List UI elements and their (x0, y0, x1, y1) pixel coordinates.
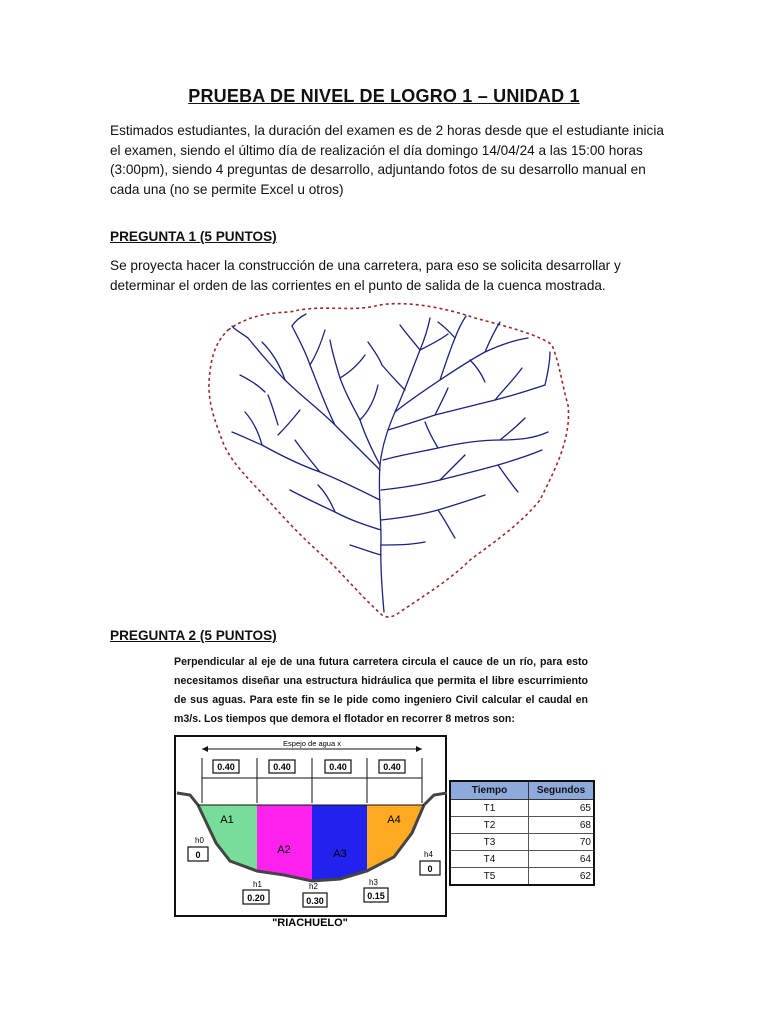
h2-value: 0.30 (306, 896, 324, 906)
watershed-diagram (195, 300, 575, 620)
espejo-label: Espejo de agua x (283, 739, 341, 748)
table-cell: T3 (450, 834, 529, 851)
h0-value: 0 (195, 850, 201, 860)
table-header-row (450, 781, 594, 800)
table-cell: 62 (529, 868, 595, 886)
table-row (450, 817, 594, 834)
table-row (450, 868, 594, 886)
table-cell: T2 (450, 817, 529, 834)
h2-label: h2 (309, 882, 318, 891)
h1-label: h1 (253, 880, 262, 889)
table-cell: T1 (450, 800, 529, 817)
table-cell: 68 (529, 817, 595, 834)
intro-paragraph: Estimados estudiantes, la duración del examen es de 2 horas desde que el estudiante inicia el examen, siendo el último día de realización el día domingo 14/04/24 a las 15:00 horas (3:00pm), siendo 4 preguntas de desarrollo, adjuntando fotos de su desarrollo manual en cada una (no se permite Excel u otros) (110, 123, 664, 197)
table-header-segundos: Segundos (529, 781, 595, 800)
h4-value: 0 (427, 864, 433, 874)
question-1-heading: PREGUNTA 1 (5 PUNTOS) (110, 229, 277, 244)
h1-value: 0.20 (247, 893, 265, 903)
width-label-2: 0.40 (273, 762, 291, 772)
table-row (450, 800, 594, 817)
width-label-1: 0.40 (217, 762, 235, 772)
times-table (449, 780, 595, 886)
area-label-a4: A4 (387, 814, 401, 826)
area-a2 (257, 805, 312, 881)
h3-label: h3 (369, 878, 378, 887)
page-title: PRUEBA DE NIVEL DE LOGRO 1 – UNIDAD 1 (188, 86, 580, 106)
area-a3 (312, 805, 367, 881)
h3-value: 0.15 (367, 891, 385, 901)
river-cross-section-diagram (172, 733, 450, 933)
table-cell: 70 (529, 834, 595, 851)
h4-label: h4 (424, 850, 433, 859)
table-cell: 64 (529, 851, 595, 868)
area-label-a1: A1 (220, 814, 234, 826)
table-cell: T5 (450, 868, 529, 886)
question-2-heading: PREGUNTA 2 (5 PUNTOS) (110, 628, 277, 643)
question-2-text: Perpendicular al eje de una futura carretera circula el cauce de un río, para esto necesitamos diseñar una estructura hidráulica que permita el libre escurrimiento de sus aguas. Para este fin se le pide como ingeniero Civil calcular el caudal en m3/s. Los tiempos que demora el flotador en recorrer 8 metros son: (174, 656, 588, 725)
table-cell: 65 (529, 800, 595, 817)
drainage-network (232, 314, 550, 612)
width-label-3: 0.40 (329, 762, 347, 772)
riachuelo-caption: "RIACHUELO" (272, 917, 348, 929)
table-cell: T4 (450, 851, 529, 868)
width-label-4: 0.40 (383, 762, 401, 772)
area-label-a3: A3 (333, 848, 347, 860)
table-row (450, 851, 594, 868)
area-label-a2: A2 (277, 844, 291, 856)
h0-label: h0 (195, 836, 204, 845)
table-row (450, 834, 594, 851)
table-header-tiempo: Tiempo (450, 781, 529, 800)
question-1-text: Se proyecta hacer la construcción de una carretera, para eso se solicita desarrollar y determinar el orden de las corrientes en el punto de salida de la cuenca mostrada. (110, 258, 621, 293)
